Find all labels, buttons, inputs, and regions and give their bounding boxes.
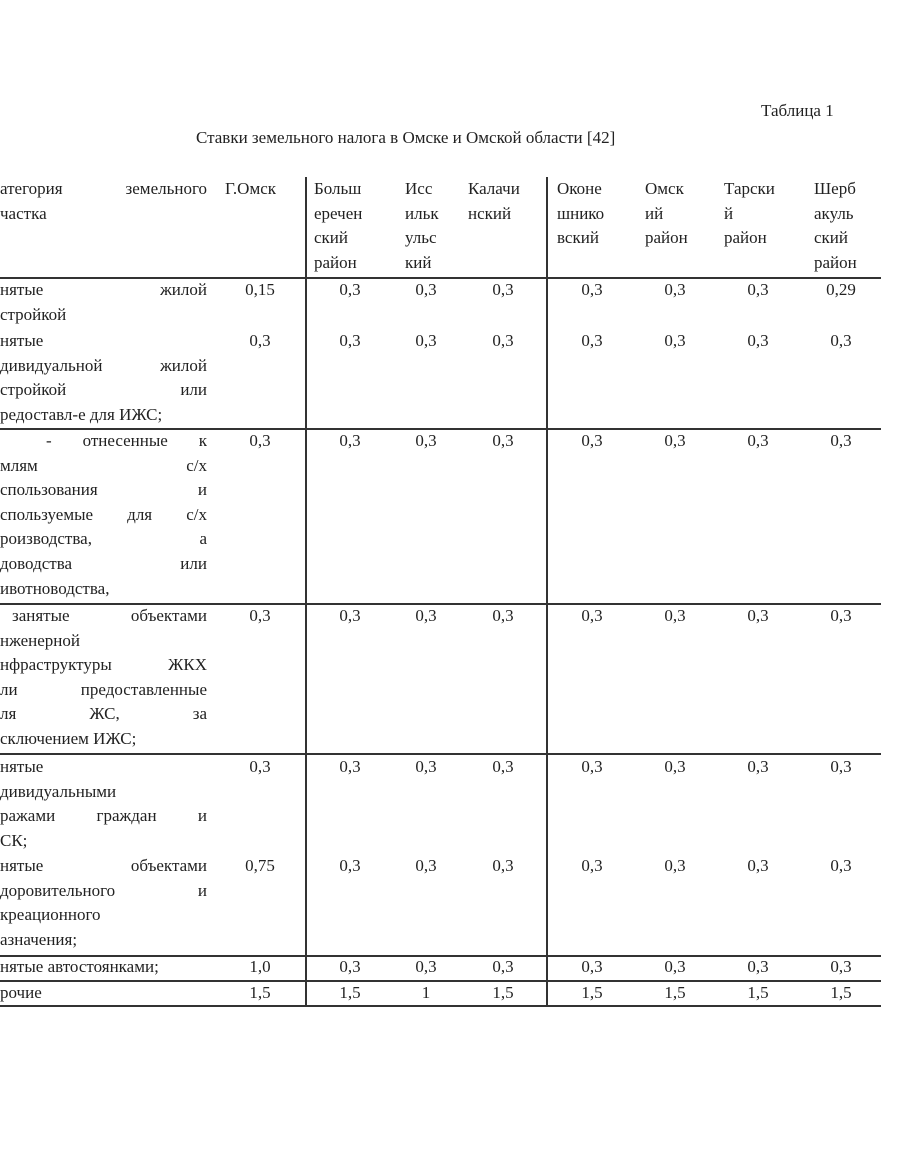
rate-value: 0,3 [415,957,437,976]
rate-value: 0,3 [830,957,852,976]
rate-value: 0,29 [826,280,856,299]
row-category-line: нятые [0,331,44,350]
column-header-line: район [724,228,767,248]
column-header-line: район [645,228,688,248]
header-category-line: атегория земельного [0,179,207,198]
column-header-line: Г.Омск [225,179,276,198]
rate-value: 0,3 [747,757,769,776]
column-header [814,177,857,275]
rate-value: 0,15 [245,280,275,299]
rate-value: 0,3 [415,431,437,450]
rate-value: 0,3 [830,757,852,776]
row-category-line: занятые объектами [12,606,207,625]
column-header-line: вский [557,228,599,248]
row-category-line: сключением ИЖС; [0,728,137,748]
rate-value: 0,3 [339,280,361,299]
column-header-line: ий [645,203,664,223]
column-header-line: нский [468,203,512,223]
row-category-line: СК; [0,830,28,850]
rate-value: 0,3 [415,606,437,625]
row-category-line: ражами граждан и [0,806,207,826]
row-category-line: доровительного и [0,880,207,900]
row-category-line: нятые [0,757,44,776]
rate-value: 0,3 [581,856,603,875]
row-category-line: роизводства, а [0,529,207,549]
rate-value: 0,3 [249,431,271,450]
rate-value: 0,3 [581,431,603,450]
row-category [0,854,207,952]
row-category-line: - отнесенные к [46,431,207,450]
rate-value: 1 [421,983,431,1002]
row-category-line: спользуемые для с/х [0,504,207,524]
row-category-line: стройкой [0,304,67,324]
rate-value: 0,3 [339,957,361,976]
column-header [557,177,604,251]
rate-value: 0,3 [664,606,686,625]
rate-value: 0,3 [492,606,514,625]
rate-value: 0,3 [415,280,437,299]
column-header-line: Тарски [724,179,775,198]
rate-value: 0,3 [581,280,603,299]
column-header-line: Больш [314,179,362,198]
rate-value: 0,3 [830,856,852,875]
rate-value: 0,3 [249,757,271,776]
column-header-line: ский [314,228,348,248]
column-header-line: Шерб [814,179,856,198]
row-category-line: спользования и [0,480,207,500]
rate-value: 0,3 [249,606,271,625]
row-category-line: нфраструктуры ЖКХ [0,655,207,675]
rate-value: 0,3 [492,331,514,350]
row-category-line: нятые жилой [0,280,207,299]
rate-value: 1,5 [339,983,361,1002]
rate-value: 0,3 [664,957,686,976]
rate-value: 0,3 [339,606,361,625]
column-header-line: район [814,252,857,272]
rate-value: 0,3 [747,331,769,350]
rate-value: 0,3 [747,280,769,299]
column-header-line: Исс [405,179,433,198]
rate-value: 0,3 [492,856,514,875]
row-category-line: дивидуальными [0,781,117,801]
header-category-line: частка [0,203,47,223]
rate-value: 0,3 [339,757,361,776]
column-header-line: ульс [405,228,437,248]
column-header [645,177,688,251]
row-category [0,329,207,427]
row-category-line: доводства или [0,553,207,573]
column-header-line: кий [405,252,432,272]
column-divider [305,177,307,1006]
rate-value: 0,3 [581,957,603,976]
rate-value: 0,3 [492,957,514,976]
row-category [0,755,207,853]
rate-value: 1,5 [249,983,271,1002]
rate-value: 0,3 [747,431,769,450]
row-category-line: нятые автостоянками; [0,957,159,976]
rate-value: 0,3 [339,856,361,875]
rate-value: 0,3 [664,331,686,350]
column-header-line: ильк [405,203,439,223]
header-category [0,177,207,226]
rate-value: 0,3 [664,757,686,776]
row-category-line: нятые объектами [0,856,207,875]
column-header-line: еречен [314,203,363,223]
rate-value: 0,3 [492,431,514,450]
row-category [0,429,207,601]
column-header [314,177,362,275]
column-header-line: Оконе [557,179,602,198]
column-header-line: ский [814,228,848,248]
rate-value: 0,3 [830,606,852,625]
column-header-line: Омск [645,179,684,198]
rate-value: 1,5 [581,983,603,1002]
row-category-line: редоставл-е для ИЖС; [0,404,163,424]
row-category [0,981,207,1006]
rate-value: 1,5 [830,983,852,1002]
rate-value: 1,0 [249,957,271,976]
rate-value: 0,3 [581,331,603,350]
rate-value: 0,3 [339,331,361,350]
column-header-line: Калачи [468,179,520,198]
column-header-line: акуль [814,203,854,223]
rate-value: 0,75 [245,856,275,875]
row-category-line: креационного [0,905,101,925]
row-category-line: млям с/х [0,455,207,475]
rate-value: 0,3 [415,331,437,350]
column-header [468,177,520,226]
row-category-line: ивотноводства, [0,578,110,598]
rate-value: 0,3 [415,757,437,776]
column-header-line: шнико [557,203,605,223]
rate-value: 0,3 [664,431,686,450]
rate-value: 0,3 [492,280,514,299]
rate-value: 1,5 [747,983,769,1002]
row-category-line: дивидуальной жилой [0,355,207,375]
column-header-line: й [724,203,734,223]
rate-value: 1,5 [664,983,686,1002]
rate-value: 1,5 [492,983,514,1002]
rate-value: 0,3 [415,856,437,875]
column-header [724,177,775,251]
row-category-line: стройкой или [0,380,207,400]
rate-value: 0,3 [747,957,769,976]
rate-value: 0,3 [581,757,603,776]
rate-value: 0,3 [664,856,686,875]
row-category [0,604,207,752]
rate-value: 0,3 [830,331,852,350]
rate-value: 0,3 [339,431,361,450]
rate-value: 0,3 [492,757,514,776]
row-category-line: азначения; [0,929,78,949]
row-category-line: ли предоставленные [0,679,207,699]
row-category-line: ля ЖС, за [0,704,207,724]
row-category-line: рочие [0,983,42,1002]
column-header [225,177,276,202]
row-category [0,278,207,327]
column-divider [546,177,548,1006]
column-header [405,177,439,275]
rate-value: 0,3 [249,331,271,350]
table-title: Ставки земельного налога в Омске и Омской области [42] [196,128,616,147]
rate-value: 0,3 [747,606,769,625]
table-label: Таблица 1 [761,101,834,120]
row-category-line: нженерной [0,630,81,650]
rate-value: 0,3 [830,431,852,450]
column-header-line: район [314,252,357,272]
rate-value: 0,3 [581,606,603,625]
rate-value: 0,3 [664,280,686,299]
rate-value: 0,3 [747,856,769,875]
row-category [0,955,207,980]
